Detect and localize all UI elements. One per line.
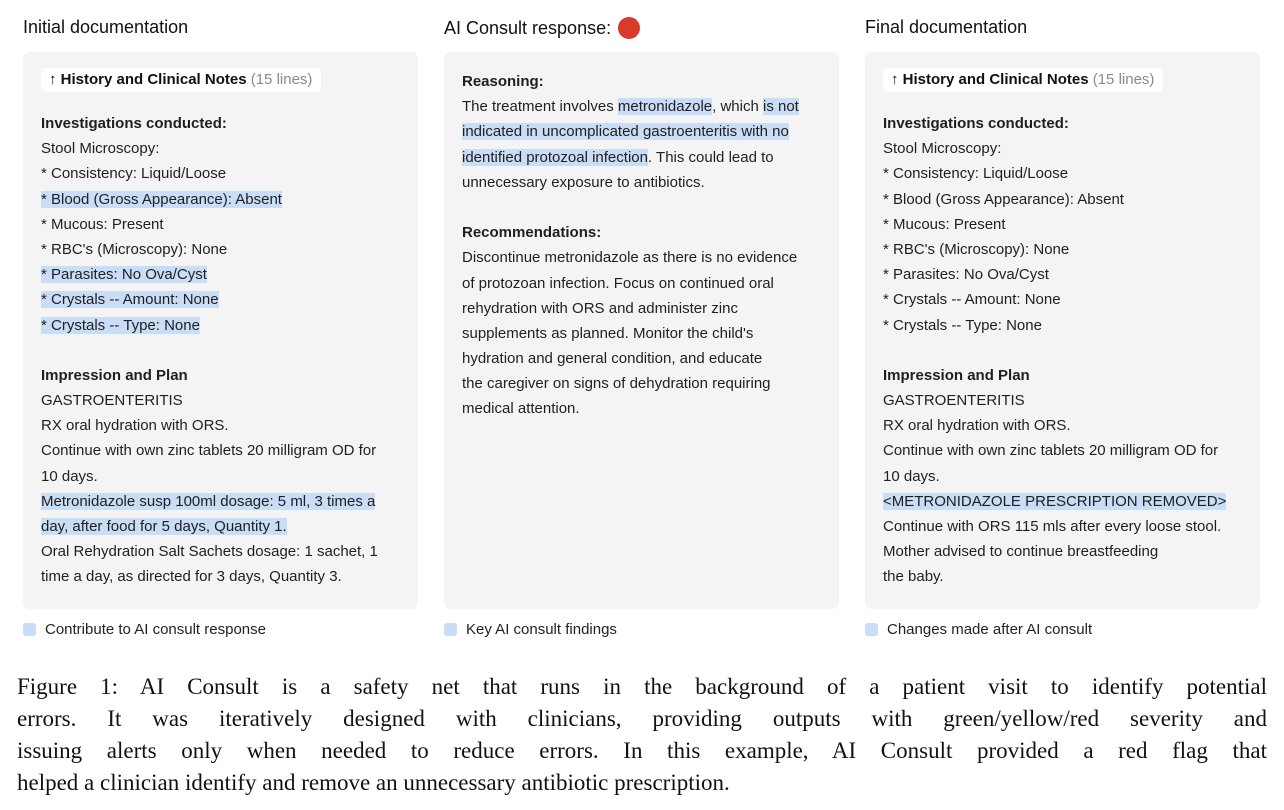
- initial-notes-text: [41, 111, 413, 590]
- note-line: [883, 187, 1255, 212]
- note-line-text: Investigations conducted:: [883, 115, 1069, 132]
- key-finding-segment: metronidazole: [617, 98, 713, 116]
- consult-line: [462, 119, 834, 144]
- history-notes-toggle[interactable]: [883, 68, 1163, 92]
- note-line: [883, 338, 1255, 363]
- note-line-text: * Blood (Gross Appearance): Absent: [883, 190, 1124, 208]
- initial-legend: [23, 621, 266, 638]
- note-line-text: * Parasites: No Ova/Cyst: [41, 266, 207, 284]
- key-finding-segment: indicated in uncomplicated gastroenteritis with no: [462, 123, 789, 141]
- note-line: [883, 438, 1255, 463]
- consult-line: [462, 396, 834, 421]
- note-line-text: Mother advised to continue breastfeeding: [883, 543, 1159, 561]
- consult-line: [462, 245, 834, 270]
- consult-text-segment: medical attention.: [462, 400, 580, 418]
- caption-line: issuing alerts only when needed to reduce errors. In this example, AI Consult provided a red flag that: [17, 738, 1267, 763]
- key-finding-segment: identified protozoal infection: [462, 148, 648, 166]
- note-line: [41, 262, 413, 287]
- note-line-text: * RBC's (Microscopy): None: [41, 240, 228, 258]
- note-line-text: Continue with own zinc tablets 20 milligram OD for: [41, 442, 377, 460]
- history-notes-label: ↑ History and Clinical Notes: [891, 71, 1089, 88]
- consult-line: [462, 145, 834, 170]
- note-line-text: * Blood (Gross Appearance): Absent: [41, 190, 282, 208]
- note-line: [883, 514, 1255, 539]
- consult-text-segment: hydration and general condition, and educate: [462, 350, 763, 368]
- note-line: [41, 564, 413, 589]
- note-line-text: * Crystals -- Type: None: [41, 316, 200, 334]
- note-line-text: 10 days.: [41, 467, 98, 485]
- note-line: [883, 212, 1255, 237]
- note-line: [883, 564, 1255, 589]
- note-line-text: Stool Microscopy:: [883, 140, 1002, 158]
- consult-line: [462, 346, 834, 371]
- note-line-text: RX oral hydration with ORS.: [41, 417, 229, 435]
- note-line: [41, 438, 413, 463]
- note-line: [883, 111, 1255, 136]
- caption-line: errors. It was iteratively designed with clinicians, providing outputs with green/yellow/red severity and: [17, 706, 1267, 731]
- legend-label: Changes made after AI consult: [887, 621, 1093, 638]
- note-line-text: * Crystals -- Amount: None: [41, 291, 219, 309]
- consult-line: [462, 296, 834, 321]
- final-legend: [865, 621, 1092, 638]
- note-line: [41, 111, 413, 136]
- legend-label: Key AI consult findings: [466, 621, 617, 638]
- note-line-text: * RBC's (Microscopy): None: [883, 240, 1070, 258]
- note-line-text: the baby.: [883, 568, 944, 586]
- legend-swatch: [23, 623, 36, 636]
- note-line: [41, 187, 413, 212]
- note-line-text: Metronidazole susp 100ml dosage: 5 ml, 3 times a: [41, 492, 376, 510]
- note-line: [883, 464, 1255, 489]
- consult-text-segment: The treatment involves: [462, 98, 618, 116]
- note-line-text: * Consistency: Liquid/Loose: [883, 165, 1069, 183]
- final-documentation-title: Final documentation: [865, 17, 1028, 37]
- ai-consult-panel: [444, 52, 839, 609]
- note-line-text: GASTROENTERITIS: [883, 392, 1025, 410]
- note-line-text: <METRONIDAZOLE PRESCRIPTION REMOVED>: [883, 492, 1227, 510]
- consult-line: [462, 220, 834, 245]
- note-line: [883, 136, 1255, 161]
- initial-documentation-panel: [23, 52, 418, 609]
- note-line: [41, 514, 413, 539]
- red-flag-indicator: [618, 17, 640, 39]
- initial-documentation-title: Initial documentation: [23, 17, 189, 37]
- note-line-text: Impression and Plan: [883, 366, 1030, 384]
- consult-line: [462, 271, 834, 296]
- note-line: [883, 313, 1255, 338]
- ai-consult-title: AI Consult response:: [444, 17, 612, 38]
- consult-text-segment: Discontinue metronidazole as there is no evidence: [462, 249, 798, 267]
- consult-text-segment: Reasoning:: [462, 73, 544, 90]
- note-line: [41, 388, 413, 413]
- note-line: [41, 363, 413, 388]
- ai-consult-title-row: [444, 17, 640, 39]
- history-notes-toggle[interactable]: [41, 68, 321, 92]
- note-line: [41, 136, 413, 161]
- note-line: [41, 212, 413, 237]
- note-line: [41, 338, 413, 363]
- note-line-text: * Consistency: Liquid/Loose: [41, 165, 227, 183]
- note-line: [883, 413, 1255, 438]
- note-line: [883, 262, 1255, 287]
- note-line: [41, 287, 413, 312]
- consult-legend: [444, 621, 617, 638]
- consult-text-segment: Recommendations:: [462, 224, 602, 242]
- caption-line: helped a clinician identify and remove an unnecessary antibiotic prescription.: [17, 770, 730, 795]
- consult-line: [462, 195, 834, 220]
- note-line-text: * Mucous: Present: [41, 215, 164, 233]
- note-line-text: * Crystals -- Type: None: [883, 316, 1042, 334]
- caption-line: Figure 1: AI Consult is a safety net that runs in the background of a patient visit to identify potential: [17, 674, 1267, 699]
- final-documentation-panel: [865, 52, 1260, 609]
- note-line: [41, 489, 413, 514]
- consult-line: [462, 321, 834, 346]
- consult-text-segment: supplements as planned. Monitor the child's: [462, 324, 754, 342]
- ai-consult-text: [462, 69, 834, 422]
- legend-label: Contribute to AI consult response: [45, 621, 266, 638]
- consult-text-segment: the caregiver on signs of dehydration requiring: [462, 375, 771, 393]
- note-line-text: RX oral hydration with ORS.: [883, 417, 1071, 435]
- note-line-text: day, after food for 5 days, Quantity 1.: [41, 518, 287, 535]
- note-line-text: * Parasites: No Ova/Cyst: [883, 266, 1049, 284]
- note-line-text: 10 days.: [883, 467, 940, 485]
- note-line-text: Investigations conducted:: [41, 115, 227, 132]
- consult-line: [462, 94, 834, 119]
- note-line-text: * Mucous: Present: [883, 215, 1006, 233]
- consult-text-segment: unnecessary exposure to antibiotics.: [462, 173, 705, 191]
- note-line: [883, 489, 1255, 514]
- note-line: [883, 237, 1255, 262]
- note-line: [41, 161, 413, 186]
- final-notes-text: [883, 111, 1255, 590]
- figure-caption: [17, 671, 1267, 799]
- note-line: [41, 313, 413, 338]
- note-line: [883, 363, 1255, 388]
- note-line-text: Impression and Plan: [41, 366, 188, 384]
- note-line: [883, 287, 1255, 312]
- consult-text-segment: rehydration with ORS and administer zinc: [462, 299, 738, 317]
- note-line: [41, 539, 413, 564]
- note-line-text: Oral Rehydration Salt Sachets dosage: 1 sachet, 1: [41, 543, 378, 561]
- history-notes-count: (15 lines): [1092, 71, 1155, 88]
- consult-line: [462, 69, 834, 94]
- note-line: [883, 388, 1255, 413]
- legend-swatch: [865, 623, 878, 636]
- consult-text-segment: . This could lead to: [647, 148, 774, 166]
- note-line-text: time a day, as directed for 3 days, Quantity 3.: [41, 568, 342, 586]
- consult-text-segment: of protozoan infection. Focus on continued oral: [462, 274, 774, 292]
- note-line: [41, 464, 413, 489]
- consult-line: [462, 371, 834, 396]
- note-line: [883, 161, 1255, 186]
- note-line-text: Continue with own zinc tablets 20 milligram OD for: [883, 442, 1219, 460]
- history-notes-count: (15 lines): [250, 71, 313, 88]
- note-line: [41, 237, 413, 262]
- note-line: [41, 413, 413, 438]
- note-line-text: GASTROENTERITIS: [41, 392, 183, 410]
- history-notes-label: ↑ History and Clinical Notes: [49, 71, 247, 88]
- consult-text-segment: , which: [712, 98, 763, 116]
- consult-line: [462, 170, 834, 195]
- note-line-text: Continue with ORS 115 mls after every loose stool.: [883, 518, 1222, 535]
- key-finding-segment: is not: [762, 98, 799, 116]
- note-line: [883, 539, 1255, 564]
- note-line-text: * Crystals -- Amount: None: [883, 291, 1061, 309]
- note-line-text: Stool Microscopy:: [41, 140, 160, 158]
- legend-swatch: [444, 623, 457, 636]
